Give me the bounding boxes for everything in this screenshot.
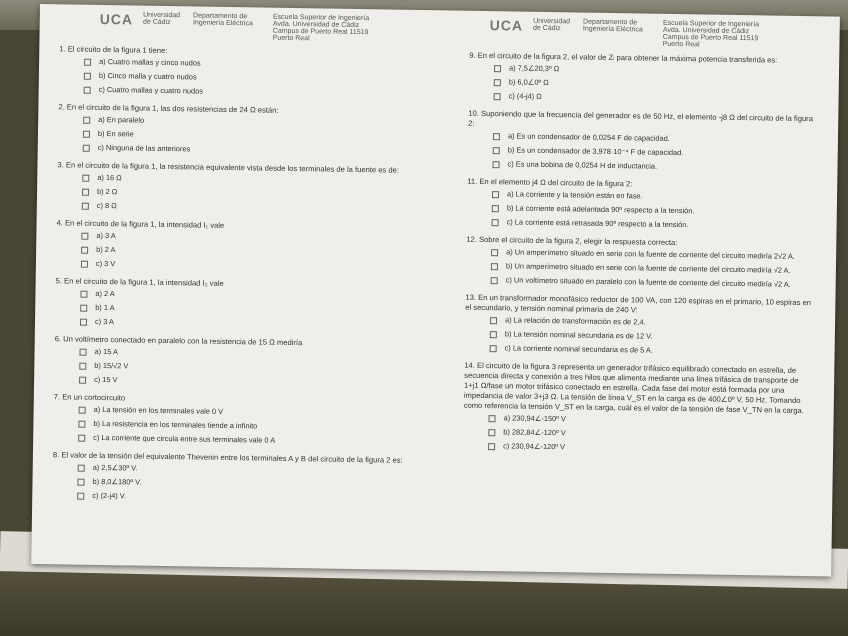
answer-option[interactable]: c) Es una bobina de 0,0254 H de inductancia. <box>467 157 817 176</box>
answer-option[interactable]: c) La corriente que circula entre sus terminales vale 0 A <box>53 430 433 450</box>
question-text: 9. En el circuito de la figura 2, el valor de Zₗ para obtener la máxima potencia transferida es: <box>469 50 778 65</box>
university-name-left: Universidad de Cádiz <box>142 11 181 27</box>
answer-option[interactable]: a) 2 A <box>55 286 435 306</box>
answer-option[interactable]: b) En serie <box>58 126 438 146</box>
answer-option[interactable]: c) 8 Ω <box>57 198 437 218</box>
department-left: Departamento de Ingeniería Eléctrica <box>192 12 253 28</box>
answer-option[interactable]: a) Cuatro mallas y cinco nudos <box>59 54 439 74</box>
answer-option[interactable]: a) La corriente y la tensión están en fase. <box>467 187 817 206</box>
answer-option[interactable]: c) (4-j4) Ω <box>469 89 819 108</box>
answer-option[interactable]: c) 3 V <box>56 256 436 276</box>
answer-option[interactable]: a) La tensión en los terminales vale 0 V <box>54 402 434 422</box>
answer-option[interactable]: a) 7,5∠20,3º Ω <box>469 61 819 80</box>
answer-option[interactable]: c) Cuatro mallas y cuatro nudos <box>59 82 439 102</box>
exam-sheet <box>31 4 840 576</box>
answer-option[interactable]: a) 15 A <box>54 344 434 364</box>
answer-option[interactable]: b) La corriente está adelantada 90º respecto a la tensión. <box>467 201 817 220</box>
university-logo-right: UCA <box>489 17 524 34</box>
department-right: Departamento de Ingeniería Eléctrica <box>582 18 643 34</box>
left-question-column <box>52 44 439 514</box>
university-name-right: Universidad de Cádiz <box>532 17 571 33</box>
answer-option[interactable]: a) En paralelo <box>58 112 438 132</box>
question-text: 5. En el circuito de la figura 1, la intensidad I₂ vale <box>55 276 224 288</box>
question-text: 4. En el circuito de la figura 1, la intensidad I₁ vale <box>56 218 225 230</box>
school-address-right: Escuela Superior de Ingeniería Avda. Universidad de Cádiz Campus de Puerto Real 11519 Puerto Real <box>662 19 760 49</box>
answer-option[interactable]: a) 230,94∠-150º V <box>463 411 813 430</box>
answer-option[interactable]: b) 2 A <box>56 242 436 262</box>
answer-option[interactable]: c) Un voltímetro situado en paralelo con la fuente de corriente del circuito mediría √2 A. <box>466 273 816 292</box>
answer-option[interactable]: c) 3 A <box>55 314 435 334</box>
question-text: 11. En el elemento j4 Ω del circuito de la figura 2: <box>467 176 633 189</box>
question-text: 3. En el circuito de la figura 1, la resistencia equivalente vista desde los terminales de la fuente es de: <box>57 160 400 175</box>
question-text: 6. Un voltímetro conectado en paralelo con la resistencia de 15 Ω mediría <box>54 334 303 348</box>
header-right <box>489 17 773 49</box>
question-text: 12. Sobre el circuito de la figura 2, elegir la respuesta correcta: <box>466 234 678 248</box>
answer-option[interactable]: a) Es un condensador de 0,0254 F de capacidad. <box>468 129 818 148</box>
answer-option[interactable]: b) Es un condensador de 3,978·10⁻⁴ F de capacidad. <box>468 143 818 162</box>
answer-option[interactable]: c) La corriente está retrasada 90º respecto a la tensión. <box>467 215 817 234</box>
header-left <box>99 11 383 43</box>
answer-option[interactable]: a) Un amperímetro situado en serie con la fuente de corriente del circuito mediría 2√2 A. <box>466 245 816 264</box>
question-text: 8. El valor de la tensión del equivalente Thevenin entre los terminales A y B del circuito de la figura 2 es: <box>52 450 403 465</box>
answer-option[interactable]: b) La resistencia en los terminales tiende a infinito <box>53 416 433 436</box>
answer-option[interactable]: b) 6,0∠0º Ω <box>469 75 819 94</box>
answer-option[interactable]: c) (2-j4) V. <box>52 488 432 508</box>
right-question-column <box>463 51 819 464</box>
answer-option[interactable]: b) Un amperímetro situado en serie con la fuente de corriente del circuito mediría √2 A. <box>466 259 816 278</box>
question-text: 2. En el circuito de la figura 1, las dos resistencias de 24 Ω están: <box>58 102 279 115</box>
answer-option[interactable]: c) 230,94∠-120º V <box>463 439 813 458</box>
question-text: 1. El circuito de la figura 1 tiene: <box>59 44 168 56</box>
answer-option[interactable]: a) La relación de transformación es de 2,4. <box>465 313 815 332</box>
question-text: 7. En un cortocircuito <box>53 392 126 403</box>
answer-option[interactable]: b) 2 Ω <box>57 184 437 204</box>
question-text: 13. En un transformador monofásico reductor de 100 VA, con 120 espiras en el primario, 10 espiras en el secundario, y tensión nominal primaria de 240 V: <box>465 292 812 315</box>
answer-option[interactable]: b) 8,0∠180º V. <box>52 474 432 494</box>
answer-option[interactable]: b) La tensión nominal secundaria es de 12 V. <box>465 327 815 346</box>
answer-option[interactable]: c) 15 V <box>54 372 434 392</box>
answer-option[interactable]: c) La corriente nominal secundaria es de 5 A. <box>465 341 815 360</box>
answer-option[interactable]: c) Ninguna de las anteriores <box>58 140 438 160</box>
answer-option[interactable]: a) 2,5∠30º V. <box>53 460 433 480</box>
answer-option[interactable]: a) 3 A <box>56 228 436 248</box>
answer-option[interactable]: b) Cinco malla y cuatro nudos <box>59 68 439 88</box>
answer-option[interactable]: b) 15/√2 V <box>54 358 434 378</box>
question-text: 14. El circuito de la figura 3 representa un generador trifásico equilibrado conectado en estrella, de secuencia directa y conexión a tres hilos que alimenta mediante una línea trifásica de transporte de 1+j1 Ω/fase un motor trifásico conectado en estrella. Cada fase del motor está formada por una impedancia de valor 3+j3 Ω. La tensión de línea V_ST en la carga es de 400∠0º V, 50 Hz. Tomando como referencia la tensión V_ST en la carga, cuál es el valor de la tensión de fase V_TN en la carga. <box>463 360 804 416</box>
school-address-left: Escuela Superior de Ingeniería Avda. Universidad de Cádiz Campus de Puerto Real 11519 Puerto Real <box>272 13 370 43</box>
question-text: 10. Suponiendo que la frecuencia del generador es de 50 Hz, el elemento -j8 Ω del circuito de la figura 2: <box>468 108 814 128</box>
answer-option[interactable]: b) 1 A <box>55 300 435 320</box>
answer-option[interactable]: b) 282,84∠-120º V <box>463 425 813 444</box>
answer-option[interactable]: a) 16 Ω <box>57 170 437 190</box>
university-logo-left: UCA <box>99 10 134 28</box>
